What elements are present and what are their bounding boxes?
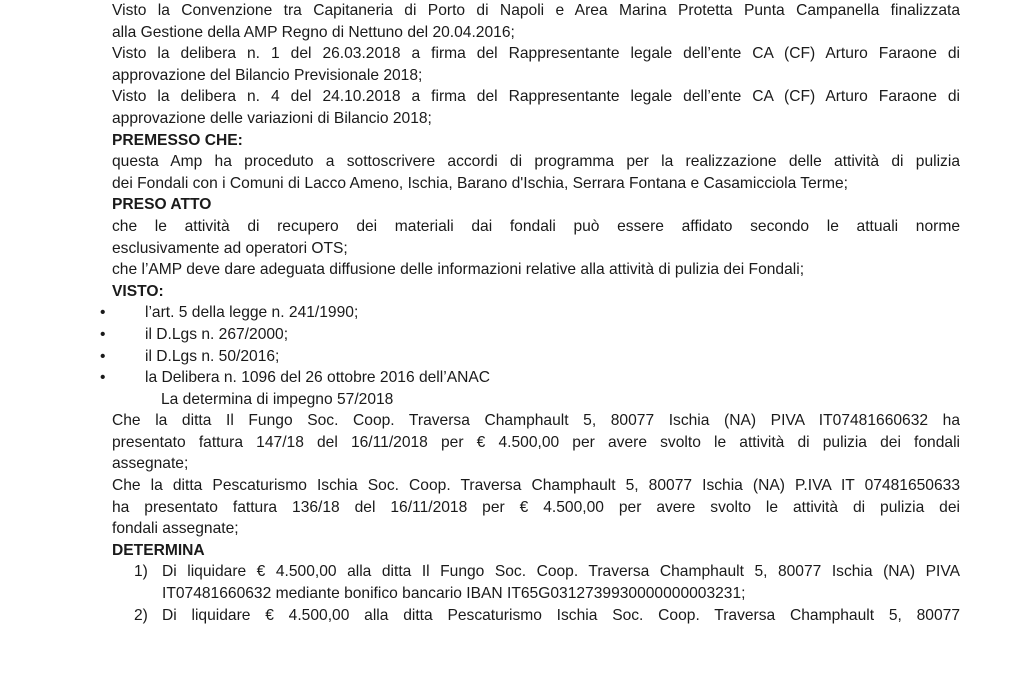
- text-line: approvazione del Bilancio Previsionale 2018;: [112, 66, 423, 84]
- list-item-text: l’art. 5 della legge n. 241/1990;: [145, 304, 359, 322]
- text-line: che le attività di recupero dei materiali dai fondali può essere affidato secondo le attuali norme: [112, 217, 960, 235]
- text-line: fondali assegnate;: [112, 520, 239, 538]
- numbered-item-continuation: [112, 583, 960, 605]
- text-line: dei Fondali con i Comuni di Lacco Ameno, Ischia, Barano d'Ischia, Serrara Fontana e Casamicciola Terme;: [112, 174, 848, 192]
- text-line: assegnate;: [112, 455, 189, 473]
- section-heading-premesso: PREMESSO CHE:: [112, 131, 243, 149]
- list-item-text: la Delibera n. 1096 del 26 ottobre 2016 dell’ANAC: [145, 369, 491, 387]
- text-line: che l’AMP deve dare adeguata diffusione delle informazioni relative alla attività di pulizia dei Fondali;: [112, 261, 805, 279]
- text-line: Visto la Convenzione tra Capitaneria di Porto di Napoli e Area Marina Protetta Punta Campanella finalizzata: [112, 2, 960, 19]
- text-line: ha presentato fattura 136/18 del 16/11/2018 per € 4.500,00 per avere svolto le attività di pulizia dei: [112, 498, 960, 516]
- list-item-text: il D.Lgs n. 267/2000;: [145, 325, 289, 343]
- list-item: [100, 302, 960, 324]
- text-line: La determina di impegno 57/2018: [161, 390, 394, 408]
- numbered-item: [112, 605, 960, 627]
- text-line: questa Amp ha proceduto a sottoscrivere accordi di programma per la realizzazione delle attività di pulizia: [112, 153, 960, 171]
- bullet-icon: •: [100, 369, 106, 387]
- bullet-icon: •: [100, 304, 106, 322]
- text-line: Che la ditta Pescaturismo Ischia Soc. Coop. Traversa Champhault 5, 80077 Ischia (NA) P.IVA IT 07481650633: [112, 477, 960, 495]
- list-item: [100, 324, 960, 346]
- bullet-icon: •: [100, 347, 106, 365]
- section-heading-determina: DETERMINA: [112, 541, 205, 559]
- list-item: [100, 346, 960, 368]
- text-line: approvazione delle variazioni di Bilancio 2018;: [112, 109, 432, 127]
- numbered-item-text: Di liquidare € 4.500,00 alla ditta Il Fungo Soc. Coop. Traversa Champhault 5, 80077 Ischia (NA) PIVA: [162, 563, 960, 581]
- text-line: Che la ditta Il Fungo Soc. Coop. Traversa Champhault 5, 80077 Ischia (NA) PIVA IT07481660632 ha: [112, 412, 960, 430]
- item-number: 2): [134, 606, 148, 624]
- numbered-item-text: IT07481660632 mediante bonifico bancario IBAN IT65G0312739930000000003231;: [162, 585, 746, 603]
- list-item-text: il D.Lgs n. 50/2016;: [145, 347, 280, 365]
- document-page: [100, 0, 960, 626]
- numbered-item-text: Di liquidare € 4.500,00 alla ditta Pescaturismo Ischia Soc. Coop. Traversa Champhault 5, 80077: [162, 606, 960, 624]
- section-heading-preso-atto: PRESO ATTO: [112, 196, 212, 214]
- numbered-item: [112, 561, 960, 583]
- text-line: Visto la delibera n. 1 del 26.03.2018 a firma del Rappresentante legale dell’ente CA (CF) Arturo Faraone di: [112, 45, 960, 63]
- text-line: presentato fattura 147/18 del 16/11/2018 per € 4.500,00 per avere svolto le attività di pulizia dei fondali: [112, 433, 960, 451]
- text-line: esclusivamente ad operatori OTS;: [112, 239, 348, 257]
- item-number: 1): [134, 563, 148, 581]
- list-item: [100, 367, 960, 389]
- text-line: Visto la delibera n. 4 del 24.10.2018 a firma del Rappresentante legale dell’ente CA (CF) Arturo Faraone di: [112, 88, 960, 106]
- section-heading-visto: VISTO:: [112, 282, 164, 300]
- bullet-icon: •: [100, 325, 106, 343]
- text-line: alla Gestione della AMP Regno di Nettuno del 20.04.2016;: [112, 23, 515, 41]
